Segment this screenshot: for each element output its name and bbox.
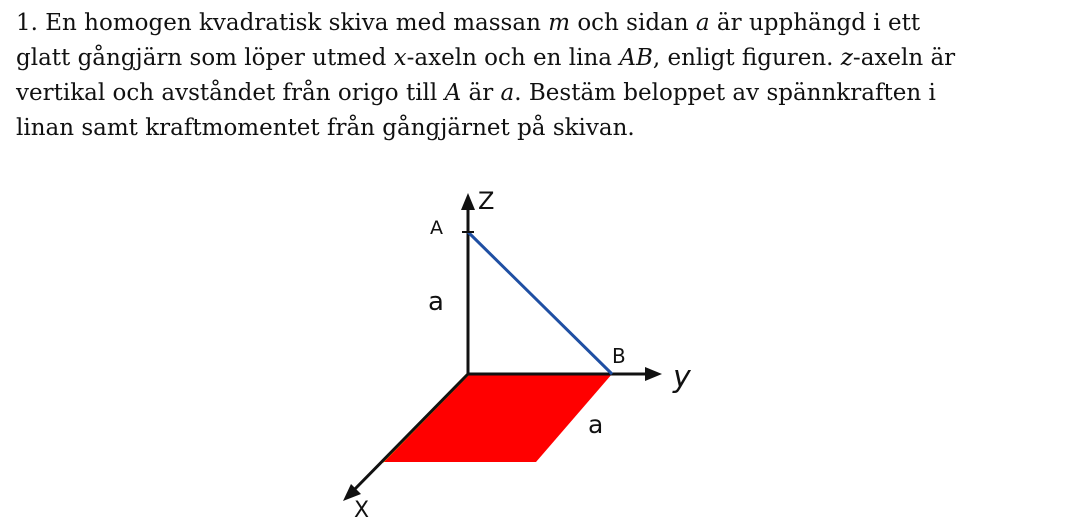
text-run: linan samt kraftmomentet från gångjärnet på skivan. <box>16 115 635 141</box>
x-axis-label: X <box>354 498 370 521</box>
math-symbol: m <box>548 10 571 36</box>
text-run: glatt gångjärn som löper utmed <box>16 45 394 71</box>
text-run: är <box>461 80 501 106</box>
y-axis-label: y <box>673 360 691 395</box>
z-axis-arrowhead <box>461 193 475 210</box>
y-axis-arrowhead <box>645 367 662 381</box>
text-run: , enligt figuren. <box>652 45 841 71</box>
text-run: är upphängd i ett <box>709 10 921 36</box>
square-plate <box>382 374 612 462</box>
math-symbol: AB <box>619 45 653 71</box>
height-a-label: a <box>428 287 444 317</box>
point-b-label: B <box>612 344 626 368</box>
math-symbol: a <box>695 10 710 36</box>
text-run: -axeln och en lina <box>406 45 620 71</box>
math-symbol: A <box>444 80 462 106</box>
point-a-label: A <box>430 217 443 239</box>
text-run: . Bestäm beloppet av spännkraften i <box>514 80 936 106</box>
math-symbol: z <box>840 45 853 71</box>
text-run: och sidan <box>570 10 696 36</box>
math-symbol: a <box>500 80 515 106</box>
text-run: 1. En homogen kvadratisk skiva med massan <box>16 10 549 36</box>
rope-ab <box>468 232 612 374</box>
side-a-label: a <box>588 410 604 439</box>
z-axis-label: Z <box>478 187 495 215</box>
text-run: vertikal och avståndet från origo till <box>16 80 445 106</box>
math-symbol: x <box>393 45 407 71</box>
text-run: -axeln är <box>852 45 956 71</box>
